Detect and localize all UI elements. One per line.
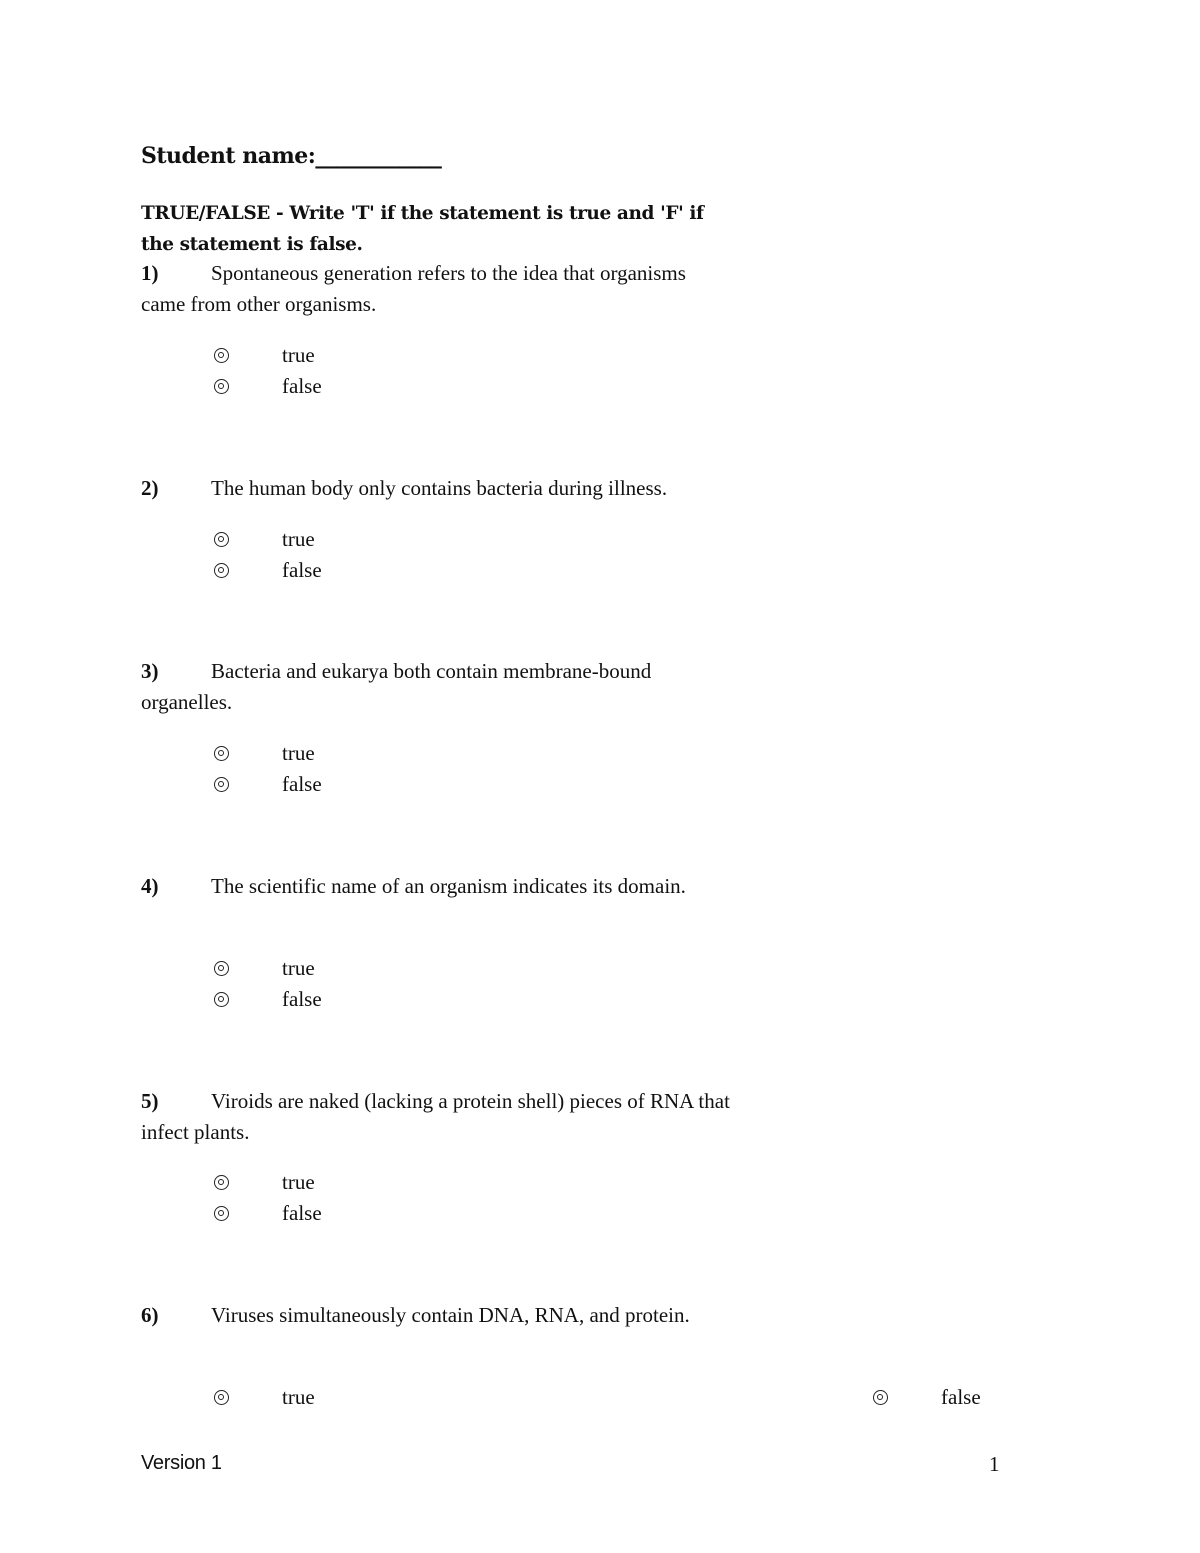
radio-button-icon[interactable] — [214, 777, 229, 792]
option-label: true — [282, 527, 315, 551]
radio-button-icon[interactable] — [214, 992, 229, 1007]
radio-button-icon[interactable] — [214, 563, 229, 578]
radio-button-icon[interactable] — [214, 348, 229, 363]
student-name-label: Student name:____________ — [141, 143, 442, 169]
question-number: 4) — [141, 874, 159, 898]
option-label: true — [282, 343, 315, 367]
radio-button-icon[interactable] — [214, 1390, 229, 1405]
question-number: 2) — [141, 476, 159, 500]
question-text: Viroids are naked (lacking a protein shell) pieces of RNA that infect plants. — [141, 1089, 730, 1144]
question-4 — [141, 871, 731, 902]
radio-button-icon[interactable] — [214, 1175, 229, 1190]
question-text: The scientific name of an organism indicates its domain. — [211, 874, 686, 898]
option-label: false — [941, 1385, 981, 1409]
question-number: 1) — [141, 261, 159, 285]
radio-button-icon[interactable] — [214, 961, 229, 976]
radio-button-icon[interactable] — [214, 532, 229, 547]
question-number: 3) — [141, 659, 159, 683]
option-label: true — [282, 1170, 315, 1194]
footer-version: Version 1 — [141, 1452, 222, 1474]
option-label: true — [282, 956, 315, 980]
radio-button-icon[interactable] — [214, 746, 229, 761]
question-1 — [141, 258, 731, 320]
option-label: false — [282, 374, 322, 398]
question-text: Spontaneous generation refers to the idea that organisms came from other organisms. — [141, 261, 686, 316]
question-number: 5) — [141, 1089, 159, 1113]
radio-button-icon[interactable] — [873, 1390, 888, 1405]
question-5 — [141, 1086, 731, 1148]
option-label: true — [282, 1385, 315, 1409]
question-text: The human body only contains bacteria during illness. — [211, 476, 668, 500]
instructions-text: TRUE/FALSE - Write 'T' if the statement is true and 'F' if the statement is false. — [141, 203, 704, 255]
option-label: false — [282, 1201, 322, 1225]
question-text: Viruses simultaneously contain DNA, RNA, and protein. — [211, 1303, 690, 1327]
radio-button-icon[interactable] — [214, 1206, 229, 1221]
option-label: false — [282, 987, 322, 1011]
page-number: 1 — [989, 1452, 1000, 1476]
radio-button-icon[interactable] — [214, 379, 229, 394]
question-2 — [141, 473, 731, 504]
option-label: false — [282, 772, 322, 796]
option-label: true — [282, 741, 315, 765]
question-3 — [141, 656, 731, 718]
option-label: false — [282, 558, 322, 582]
question-number: 6) — [141, 1303, 159, 1327]
question-text: Bacteria and eukarya both contain membrane-bound organelles. — [141, 659, 652, 714]
question-6 — [141, 1300, 731, 1331]
